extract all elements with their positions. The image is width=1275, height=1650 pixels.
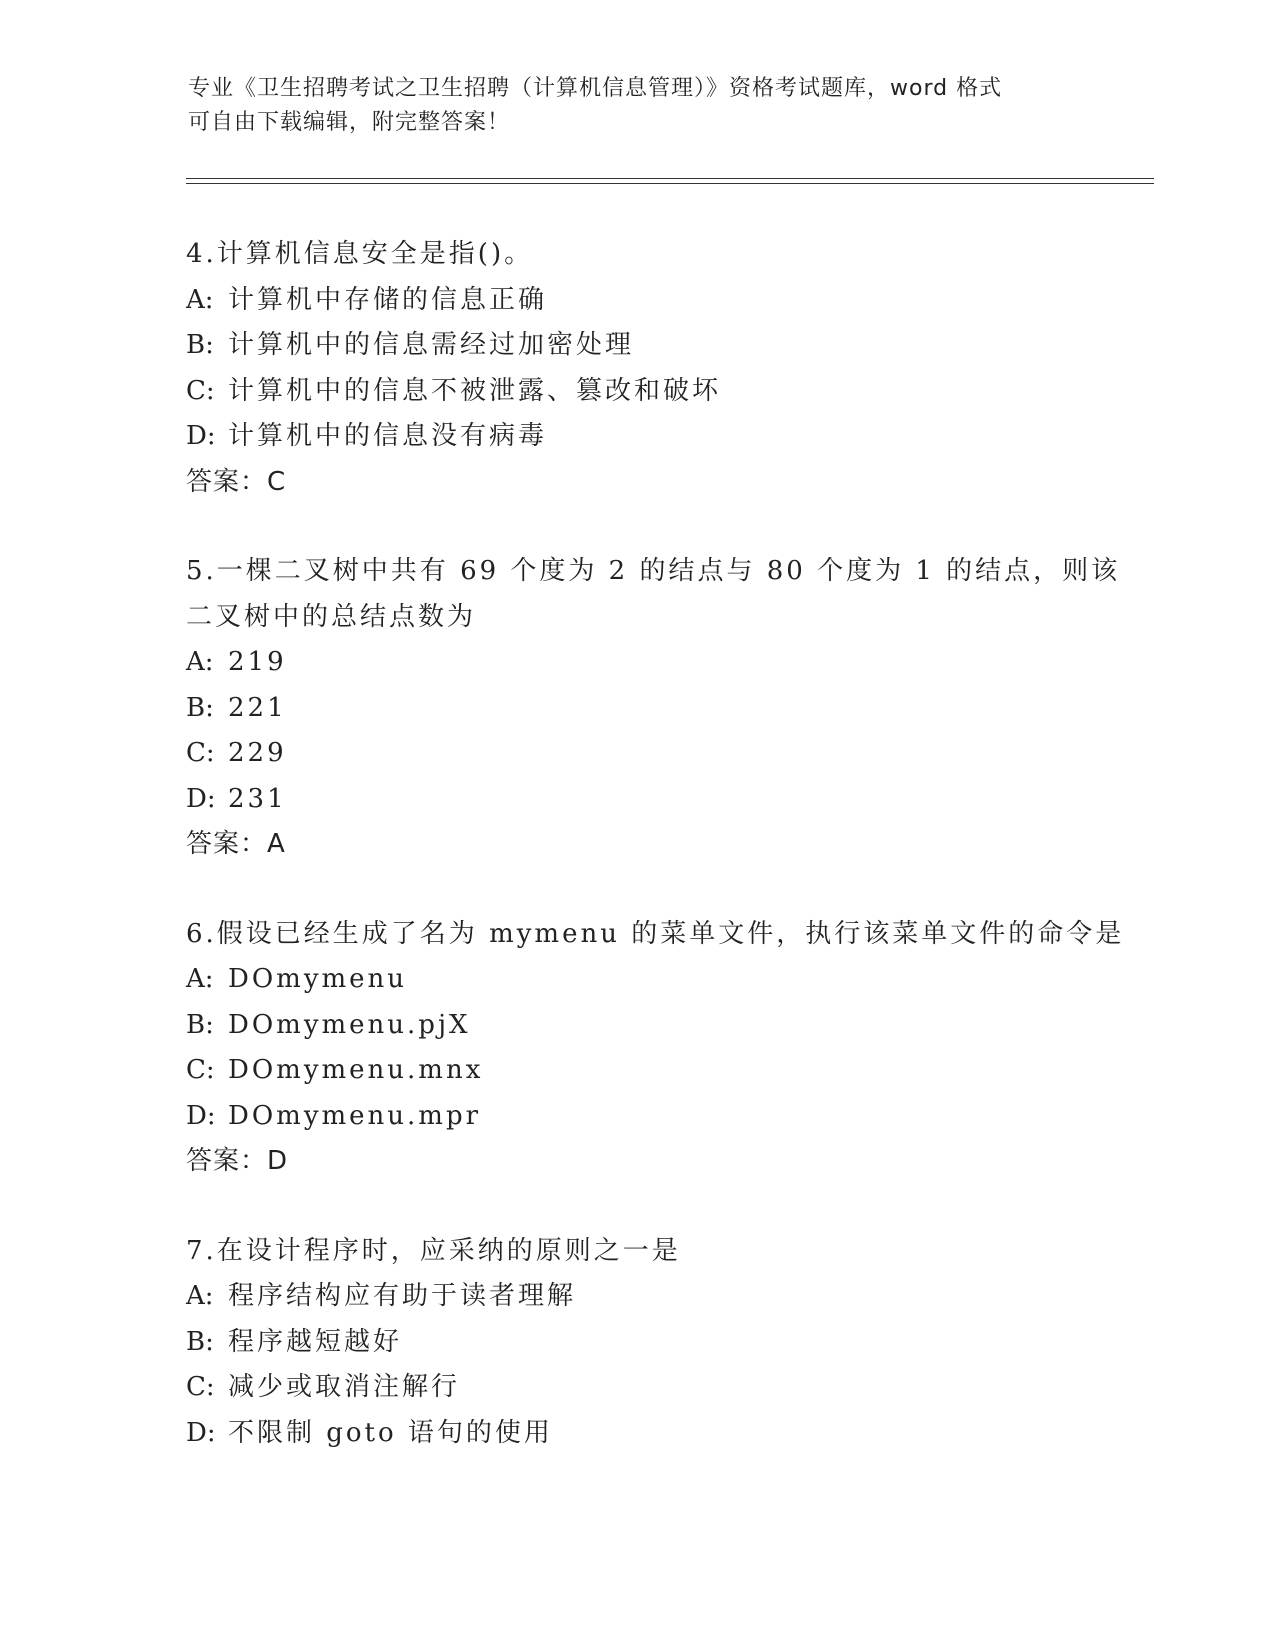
answer-line: 答案：C xyxy=(186,466,287,497)
option-key: C: xyxy=(186,1055,215,1085)
option-text: 221 xyxy=(228,692,287,723)
question-4 xyxy=(186,232,1086,505)
option-text: 程序结构应有助于读者理解 xyxy=(228,1281,577,1311)
option-text: 程序越短越好 xyxy=(228,1326,403,1357)
option-text: 计算机中的信息没有病毒 xyxy=(228,421,548,451)
option-b xyxy=(186,1320,1086,1366)
option-key: A: xyxy=(186,647,214,677)
option-d xyxy=(186,414,1086,460)
option-key: A: xyxy=(186,284,214,315)
option-key: D: xyxy=(186,1417,216,1448)
option-key: D: xyxy=(186,421,216,451)
option-key: A: xyxy=(186,1281,214,1311)
option-key: B: xyxy=(186,330,214,360)
option-text: 219 xyxy=(228,647,287,677)
option-key: B: xyxy=(186,1326,214,1357)
option-text: 231 xyxy=(228,783,287,814)
question-stem: 4.计算机信息安全是指()。 xyxy=(186,239,534,269)
option-b xyxy=(186,323,1086,369)
option-b xyxy=(186,686,1086,732)
option-key: C: xyxy=(186,738,215,768)
option-text: 229 xyxy=(228,738,287,768)
option-text: 减少或取消注解行 xyxy=(228,1372,461,1402)
option-text: DOmymenu.pjX xyxy=(228,1009,471,1040)
option-d xyxy=(186,777,1086,823)
header-divider-bottom xyxy=(186,183,1154,184)
question-6 xyxy=(186,912,1125,1185)
question-7 xyxy=(186,1229,1086,1457)
option-text: 计算机中的信息不被泄露、篡改和破坏 xyxy=(228,375,722,406)
option-text: 计算机中的信息需经过加密处理 xyxy=(228,330,635,360)
option-key: C: xyxy=(186,1372,215,1402)
header-line-2: 可自由下载编辑，附完整答案！ xyxy=(188,110,511,135)
question-stem: 6.假设已经生成了名为 mymenu 的菜单文件，执行该菜单文件的命令是 xyxy=(186,918,1125,949)
option-text: DOmymenu xyxy=(228,964,408,994)
header-line-1: 专业《卫生招聘考试之卫生招聘（计算机信息管理）》资格考试题库，word 格式 xyxy=(188,76,1003,101)
document-header xyxy=(188,72,1088,140)
option-a xyxy=(186,1274,1086,1320)
option-key: D: xyxy=(186,1100,216,1131)
option-text: 不限制 goto 语句的使用 xyxy=(228,1417,553,1448)
option-d xyxy=(186,1094,1086,1140)
answer-line: 答案：D xyxy=(186,1146,289,1176)
option-c xyxy=(186,369,1086,415)
question-list xyxy=(186,232,1125,1500)
question-stem-continued: 二叉树中的总结点数为 xyxy=(186,601,477,632)
question-stem: 5.一棵二叉树中共有 69 个度为 2 的结点与 80 个度为 1 的结点，则该 xyxy=(186,556,1121,586)
option-a xyxy=(186,278,1086,324)
option-text: 计算机中存储的信息正确 xyxy=(228,284,548,315)
option-d xyxy=(186,1411,1086,1457)
question-stem: 7.在设计程序时，应采纳的原则之一是 xyxy=(186,1235,681,1266)
option-key: B: xyxy=(186,692,214,723)
option-a xyxy=(186,640,1086,686)
option-b xyxy=(186,1003,1086,1049)
option-a xyxy=(186,957,1086,1003)
option-text: DOmymenu.mpr xyxy=(228,1100,482,1131)
option-text: DOmymenu.mnx xyxy=(228,1055,484,1085)
option-key: A: xyxy=(186,964,214,994)
question-5 xyxy=(186,549,1121,868)
option-key: B: xyxy=(186,1009,214,1040)
option-key: D: xyxy=(186,783,216,814)
answer-line: 答案：A xyxy=(186,829,286,859)
option-key: C: xyxy=(186,375,215,406)
option-c xyxy=(186,1048,1086,1094)
header-divider-top xyxy=(186,178,1154,179)
option-c xyxy=(186,1365,1086,1411)
option-c xyxy=(186,731,1086,777)
